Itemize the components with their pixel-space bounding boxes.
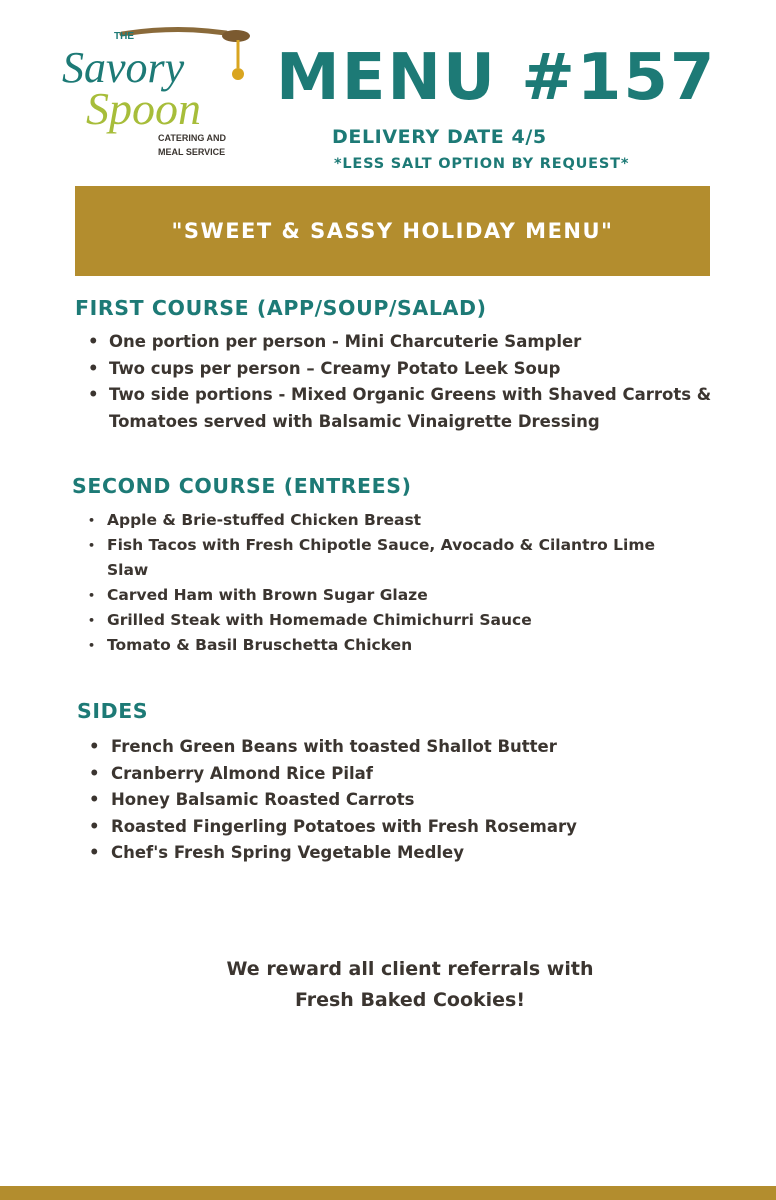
savory-spoon-logo — [58, 24, 268, 164]
less-salt-note: *LESS SALT OPTION BY REQUEST* — [334, 156, 630, 172]
list-item: • Apple & Brie-stuffed Chicken Breast — [87, 508, 687, 533]
list-item: • French Green Beans with toasted Shallot Butter — [89, 734, 689, 761]
referral-line-2: Fresh Baked Cookies! — [294, 989, 526, 1011]
svg-text:THE: THE — [114, 31, 134, 42]
svg-text:MEAL SERVICE: MEAL SERVICE — [158, 147, 226, 157]
list-item: • Carved Ham with Brown Sugar Glaze — [87, 583, 687, 608]
list-item: • Tomato & Basil Bruschetta Chicken — [87, 633, 687, 658]
first-course-list — [87, 329, 737, 435]
referral-note — [180, 954, 640, 1016]
list-item: • One portion per person - Mini Charcuterie Sampler — [87, 329, 737, 356]
list-item: • Honey Balsamic Roasted Carrots — [89, 787, 689, 814]
svg-text:Spoon: Spoon — [86, 83, 201, 134]
list-item: • Two side portions - Mixed Organic Greens with Shaved Carrots & Tomatoes served with Balsamic Vinaigrette Dressing — [87, 382, 721, 435]
list-item: • Grilled Steak with Homemade Chimichurri Sauce — [87, 608, 687, 633]
svg-text:Savory: Savory — [62, 43, 185, 92]
list-item: • Cranberry Almond Rice Pilaf — [89, 761, 689, 788]
menu-title: MENU #157 — [276, 41, 717, 115]
svg-text:CATERING AND: CATERING AND — [158, 133, 226, 143]
sides-list — [89, 734, 689, 867]
menu-theme-banner: "SWEET & SASSY HOLIDAY MENU" — [75, 186, 710, 276]
delivery-date: DELIVERY DATE 4/5 — [332, 126, 547, 148]
second-course-list — [87, 508, 687, 658]
list-item: • Chef's Fresh Spring Vegetable Medley — [89, 840, 689, 867]
spoon-icon — [122, 30, 226, 34]
first-course-heading: FIRST COURSE (APP/SOUP/SALAD) — [75, 296, 487, 320]
footer-bar — [0, 1186, 776, 1200]
second-course-heading: SECOND COURSE (ENTREES) — [72, 474, 412, 498]
referral-line-1: We reward all client referrals with — [226, 958, 594, 980]
list-item: • Roasted Fingerling Potatoes with Fresh Rosemary — [89, 814, 689, 841]
sides-heading: SIDES — [77, 699, 149, 723]
list-item: • Two cups per person – Creamy Potato Leek Soup — [87, 356, 737, 383]
list-item: • Fish Tacos with Fresh Chipotle Sauce, Avocado & Cilantro Lime Slaw — [87, 533, 667, 583]
